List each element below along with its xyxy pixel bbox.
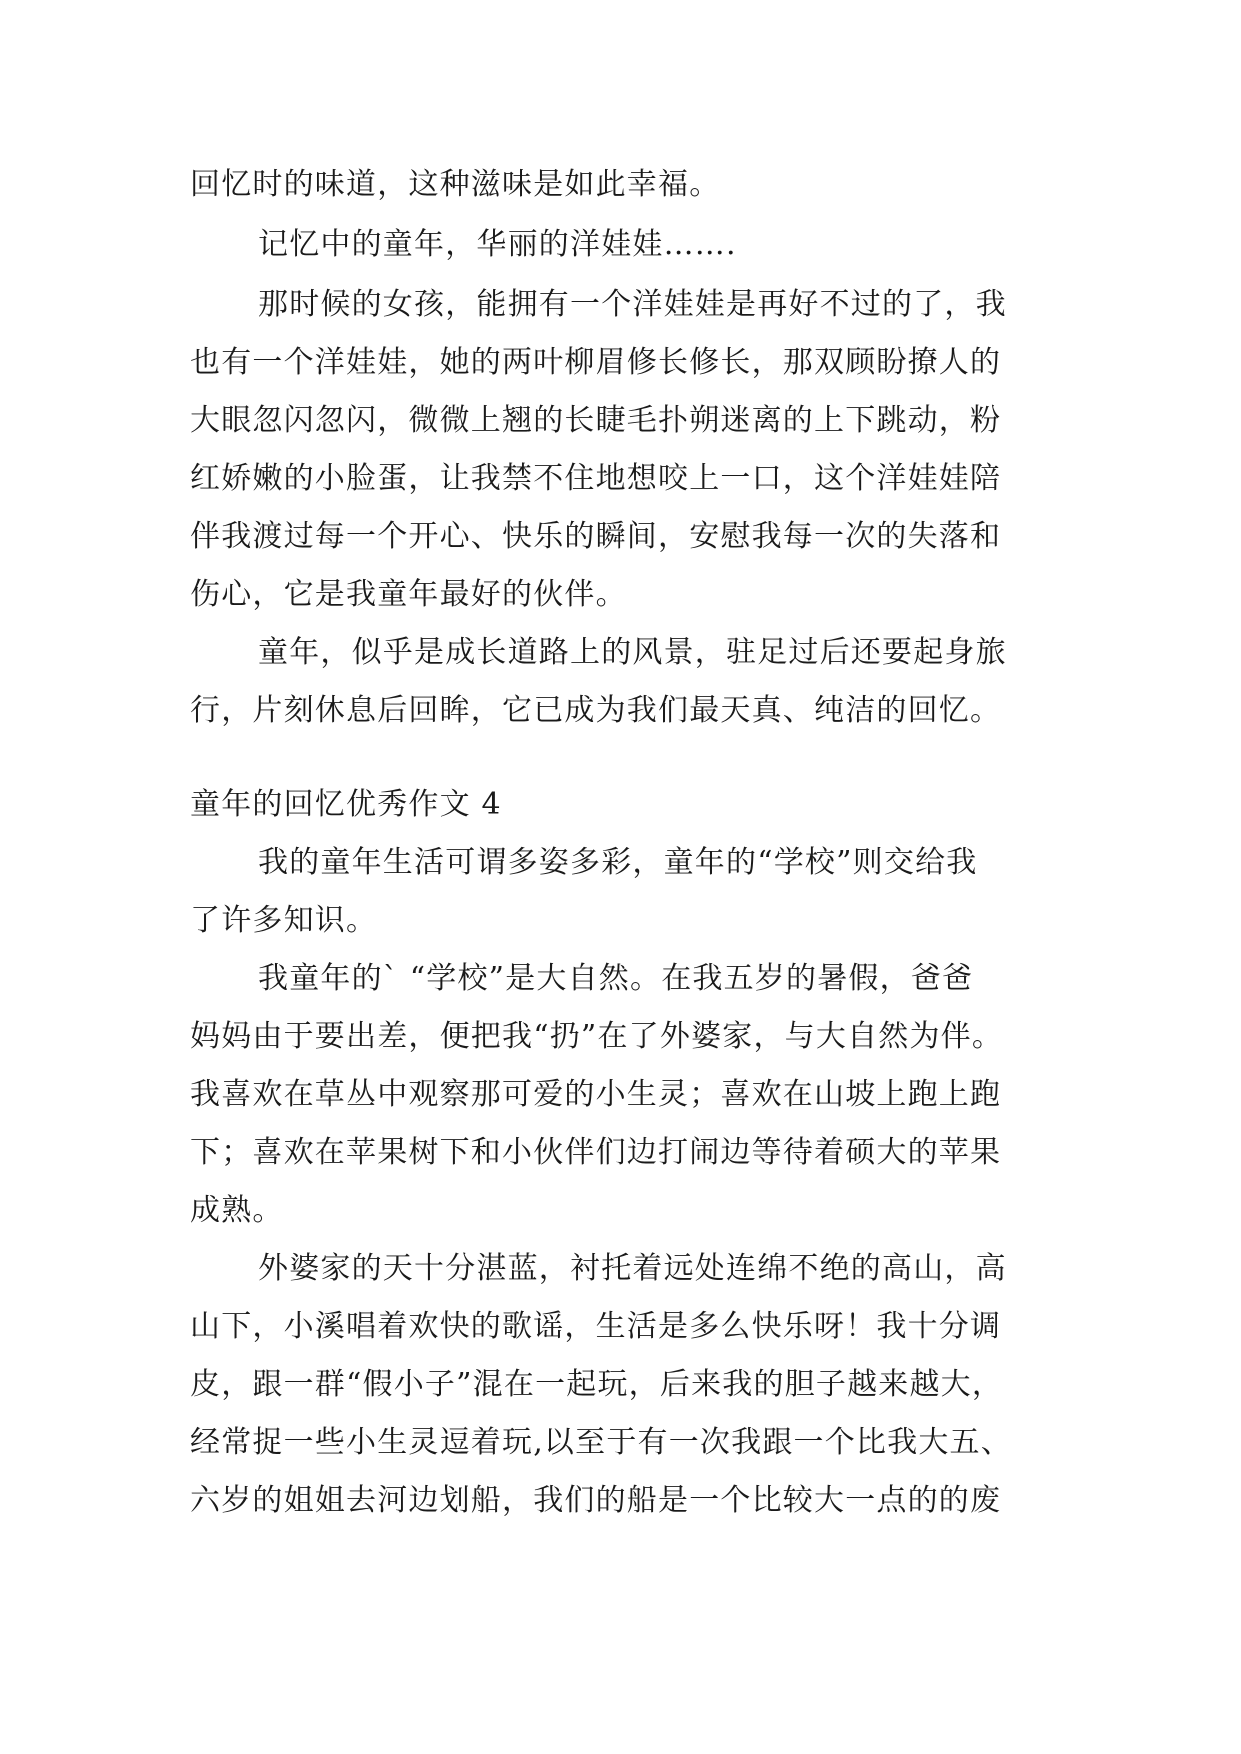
section-heading: 童年的回忆优秀作文 4 bbox=[190, 787, 502, 822]
paragraph-line: 我喜欢在草丛中观察那可爱的小生灵；喜欢在山坡上跑上跑 bbox=[190, 1077, 1002, 1112]
paragraph-line: 红娇嫩的小脸蛋，让我禁不住地想咬上一口，这个洋娃娃陪 bbox=[190, 461, 1002, 496]
paragraph-line: 也有一个洋娃娃，她的两叶柳眉修长修长，那双顾盼撩人的 bbox=[190, 345, 1002, 380]
paragraph-line: 大眼忽闪忽闪，微微上翘的长睫毛扑朔迷离的上下跳动，粉 bbox=[190, 403, 1002, 438]
paragraph-line: 童年，似乎是成长道路上的风景，驻足过后还要起身旅 bbox=[258, 635, 1007, 670]
paragraph-line: 经常捉一些小生灵逗着玩,以至于有一次我跟一个比我大五、 bbox=[190, 1425, 1012, 1460]
paragraph-line: 皮，跟一群“假小子”混在一起玩，后来我的胆子越来越大， bbox=[190, 1367, 1004, 1402]
paragraph-line: 我童年的` “学校”是大自然。在我五岁的暑假，爸爸 bbox=[258, 961, 974, 996]
paragraph-line: 成熟。 bbox=[190, 1193, 284, 1228]
paragraph-line: 回忆时的味道，这种滋味是如此幸福。 bbox=[190, 167, 721, 202]
paragraph-line: 了许多知识。 bbox=[190, 903, 378, 938]
paragraph-line: 六岁的姐姐去河边划船，我们的船是一个比较大一点的的废 bbox=[190, 1483, 1002, 1518]
paragraph-line: 行，片刻休息后回眸，它已成为我们最天真、纯洁的回忆。 bbox=[190, 693, 1002, 728]
paragraph-line: 山下，小溪唱着欢快的歌谣，生活是多么快乐呀！我十分调 bbox=[190, 1309, 1002, 1344]
paragraph-line: 妈妈由于要出差，便把我“扔”在了外婆家，与大自然为伴。 bbox=[190, 1019, 1004, 1054]
paragraph-line: 下；喜欢在苹果树下和小伙伴们边打闹边等待着硕大的苹果 bbox=[190, 1135, 1002, 1170]
paragraph-line: 伴我渡过每一个开心、快乐的瞬间，安慰我每一次的失落和 bbox=[190, 519, 1002, 554]
paragraph-line: 记忆中的童年，华丽的洋娃娃……. bbox=[258, 227, 737, 262]
paragraph-line: 那时候的女孩，能拥有一个洋娃娃是再好不过的了，我 bbox=[258, 287, 1007, 322]
paragraph-line: 伤心，它是我童年最好的伙伴。 bbox=[190, 577, 627, 612]
paragraph-line: 外婆家的天十分湛蓝，衬托着远处连绵不绝的高山，高 bbox=[258, 1251, 1007, 1286]
paragraph-line: 我的童年生活可谓多姿多彩，童年的“学校”则交给我 bbox=[258, 845, 978, 880]
